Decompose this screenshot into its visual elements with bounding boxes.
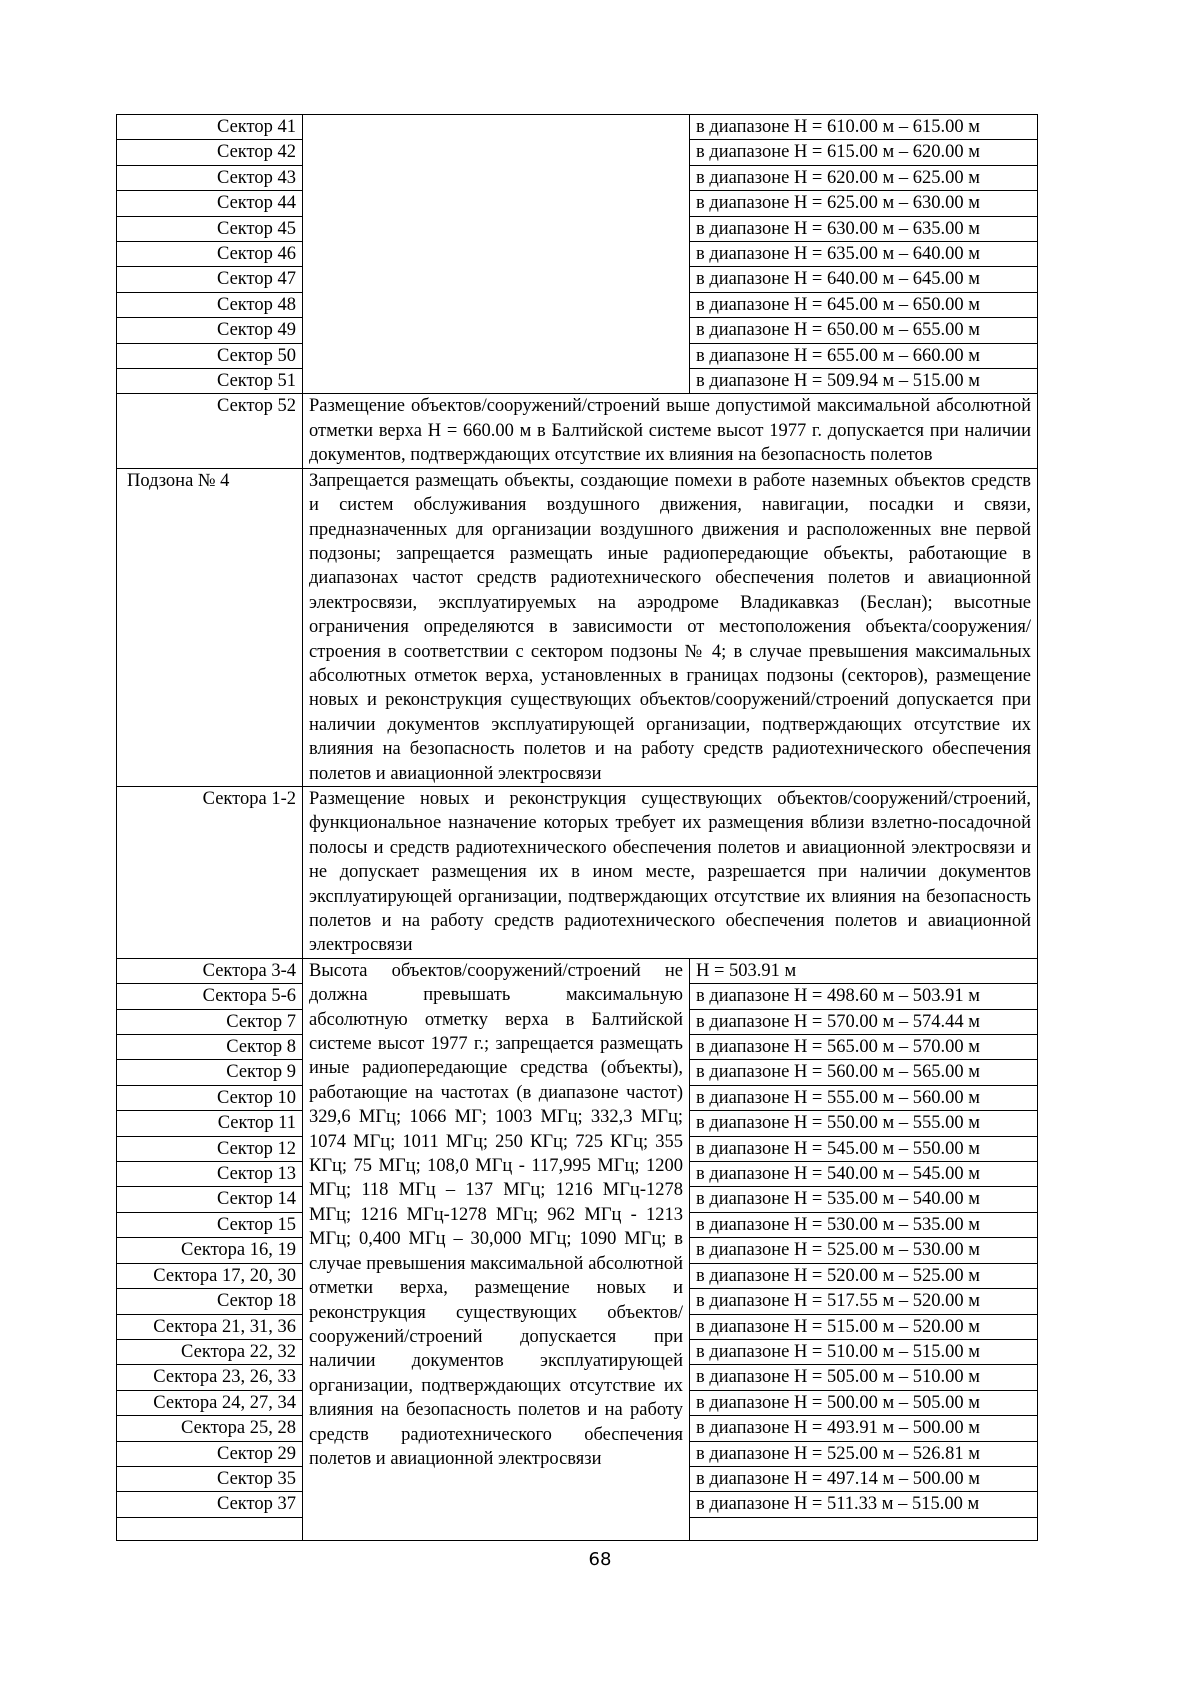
sector-label: Сектор 49 xyxy=(117,318,303,343)
height-range: в диапазоне Н = 555.00 м – 560.00 м xyxy=(690,1085,1038,1110)
empty-cell xyxy=(303,115,690,394)
table-row-sectors-1-2 xyxy=(117,786,1038,958)
height-range: в диапазоне Н = 520.00 м – 525.00 м xyxy=(690,1263,1038,1288)
sector-label: Сектора 21, 31, 36 xyxy=(117,1314,303,1339)
sector-label: Сектор 46 xyxy=(117,242,303,267)
table-row xyxy=(117,115,1038,140)
sector-label: Сектор 51 xyxy=(117,369,303,394)
sector-label: Сектора 23, 26, 33 xyxy=(117,1365,303,1390)
sector-label: Сектор 43 xyxy=(117,165,303,190)
sector-label: Сектор 7 xyxy=(117,1009,303,1034)
height-range: в диапазоне Н = 525.00 м – 526.81 м xyxy=(690,1441,1038,1466)
sector-label: Сектора 5-6 xyxy=(117,984,303,1009)
sector-label: Сектор 47 xyxy=(117,267,303,292)
height-range: в диапазоне Н = 517.55 м – 520.00 м xyxy=(690,1289,1038,1314)
empty-cell xyxy=(690,1517,1038,1540)
height-range: в диапазоне Н = 525.00 м – 530.00 м xyxy=(690,1238,1038,1263)
sector-label: Сектора 25, 28 xyxy=(117,1416,303,1441)
sector-label: Сектор 11 xyxy=(117,1111,303,1136)
height-range: в диапазоне Н = 650.00 м – 655.00 м xyxy=(690,318,1038,343)
height-range: в диапазоне Н = 635.00 м – 640.00 м xyxy=(690,242,1038,267)
sector-label: Сектор 29 xyxy=(117,1441,303,1466)
sector-label: Сектора 16, 19 xyxy=(117,1238,303,1263)
sector-label: Сектора 3-4 xyxy=(117,958,303,983)
restrictions-table xyxy=(116,114,1038,1541)
height-range: в диапазоне Н = 510.00 м – 515.00 м xyxy=(690,1339,1038,1364)
height-range: в диапазоне Н = 497.14 м – 500.00 м xyxy=(690,1466,1038,1491)
height-range: в диапазоне Н = 509.94 м – 515.00 м xyxy=(690,369,1038,394)
sector-label: Сектора 22, 32 xyxy=(117,1339,303,1364)
sector-label: Сектора 17, 20, 30 xyxy=(117,1263,303,1288)
height-range: Н = 503.91 м xyxy=(690,958,1038,983)
sector-52-text: Размещение объектов/сооружений/строений выше допустимой максимальной абсолютной отметки верха Н = 660.00 м в Балтийской системе высот 1977 г. допускается при наличии документов, подтверждающих отсутствие их влияния на безопасность полетов xyxy=(303,394,1038,468)
height-range: в диапазоне Н = 535.00 м – 540.00 м xyxy=(690,1187,1038,1212)
height-range: в диапазоне Н = 540.00 м – 545.00 м xyxy=(690,1162,1038,1187)
height-range: в диапазоне Н = 610.00 м – 615.00 м xyxy=(690,115,1038,140)
sector-label: Сектора 1-2 xyxy=(117,786,303,958)
height-range: в диапазоне Н = 630.00 м – 635.00 м xyxy=(690,216,1038,241)
height-range: в диапазоне Н = 615.00 м – 620.00 м xyxy=(690,140,1038,165)
height-range: в диапазоне Н = 645.00 м – 650.00 м xyxy=(690,292,1038,317)
height-range: в диапазоне Н = 493.91 м – 500.00 м xyxy=(690,1416,1038,1441)
table-row-subzone-4 xyxy=(117,468,1038,786)
height-range: в диапазоне Н = 625.00 м – 630.00 м xyxy=(690,191,1038,216)
height-range: в диапазоне Н = 570.00 м – 574.44 м xyxy=(690,1009,1038,1034)
height-range: в диапазоне Н = 640.00 м – 645.00 м xyxy=(690,267,1038,292)
sector-label: Сектор 52 xyxy=(117,394,303,468)
height-range: в диапазоне Н = 505.00 м – 510.00 м xyxy=(690,1365,1038,1390)
sector-label: Сектор 18 xyxy=(117,1289,303,1314)
sector-label: Сектор 42 xyxy=(117,140,303,165)
sector-label: Сектор 8 xyxy=(117,1035,303,1060)
height-range: в диапазоне Н = 511.33 м – 515.00 м xyxy=(690,1492,1038,1517)
lower-restriction-text: Высота объектов/сооружений/строений не должна превышать максимальную абсолютную отметку верха в Балтийской системе высот 1977 г.; запрещается размещать иные радиопередающие средства (объекты), работающие на частотах (в диапазоне частот) 329,6 МГц; 1066 МГ; 1003 МГц; 332,3 МГц; 1074 МГц; 1011 МГц; 250 КГц; 725 КГц; 355 КГц; 75 МГц; 108,0 МГц - 117,995 МГц; 1200 МГц; 118 МГц – 137 МГц; 1216 МГц-1278 МГц; 1216 МГц-1278 МГц; 962 МГц - 1213 МГц; 0,400 МГц – 30,000 МГц; 1090 МГц; в случае превышения максимальной абсолютной отметки верха, размещение новых и реконструкция существующих объектов/сооружений/строений допускается при наличии документов эксплуатирующей организации, подтверждающих отсутствие их влияния на безопасность полетов и на работу средств радиотехнического обеспечения полетов и авиационной электросвязи xyxy=(303,958,690,1540)
sector-label: Сектор 35 xyxy=(117,1466,303,1491)
table-row-sector-52 xyxy=(117,394,1038,468)
subzone-4-text: Запрещается размещать объекты, создающие помехи в работе наземных объектов средств и систем обслуживания воздушного движения, навигации, посадки и связи, предназначенных для организации воздушного движения и расположенных вне первой подзоны; запрещается размещать иные радиопередающие объекты, работающие в диапазонах частот средств радиотехнического обеспечения полетов и авиационной электросвязи, эксплуатируемых на аэродроме Владикавказ (Беслан); высотные ограничения определяются в зависимости от местоположения объекта/сооружения/строения в соответствии с сектором подзоны № 4; в случае превышения максимальных абсолютных отметок верха, установленных в границах подзоны (секторов), размещение новых и реконструкция существующих объектов/сооружений/строений допускается при наличии документов эксплуатирующей организации, подтверждающих отсутствие их влияния на безопасность полетов и на работу средств радиотехнического обеспечения полетов и авиационной электросвязи xyxy=(303,468,1038,786)
height-range: в диапазоне Н = 565.00 м – 570.00 м xyxy=(690,1035,1038,1060)
sector-label: Сектор 45 xyxy=(117,216,303,241)
table-row xyxy=(117,958,1038,983)
sectors-1-2-text: Размещение новых и реконструкция существующих объектов/сооружений/строений, функциональное назначение которых требует их размещения вблизи взлетно-посадочной полосы и средств радиотехнического обеспечения полетов и авиационной электросвязи и не допускает размещения их в ином месте, разрешается при наличии документов эксплуатирующей организации, подтверждающих отсутствие их влияния на безопасность полетов и на работу средств радиотехнического обеспечения полетов и авиационной электросвязи xyxy=(303,786,1038,958)
height-range: в диапазоне Н = 550.00 м – 555.00 м xyxy=(690,1111,1038,1136)
sector-label: Сектора 24, 27, 34 xyxy=(117,1390,303,1415)
sector-label: Сектор 37 xyxy=(117,1492,303,1517)
page-number: 68 xyxy=(588,1549,612,1570)
sector-label: Сектор 12 xyxy=(117,1136,303,1161)
height-range: в диапазоне Н = 498.60 м – 503.91 м xyxy=(690,984,1038,1009)
height-range: в диапазоне Н = 530.00 м – 535.00 м xyxy=(690,1212,1038,1237)
sector-label: Сектор 9 xyxy=(117,1060,303,1085)
height-range: в диапазоне Н = 500.00 м – 505.00 м xyxy=(690,1390,1038,1415)
sector-label: Сектор 13 xyxy=(117,1162,303,1187)
sector-label: Сектор 10 xyxy=(117,1085,303,1110)
height-range: в диапазоне Н = 545.00 м – 550.00 м xyxy=(690,1136,1038,1161)
subzone-label: Подзона № 4 xyxy=(117,468,303,786)
sector-label: Сектор 41 xyxy=(117,115,303,140)
sector-label: Сектор 44 xyxy=(117,191,303,216)
sector-label: Сектор 50 xyxy=(117,343,303,368)
sector-label: Сектор 15 xyxy=(117,1212,303,1237)
sector-label: Сектор 14 xyxy=(117,1187,303,1212)
height-range: в диапазоне Н = 515.00 м – 520.00 м xyxy=(690,1314,1038,1339)
height-range: в диапазоне Н = 655.00 м – 660.00 м xyxy=(690,343,1038,368)
height-range: в диапазоне Н = 560.00 м – 565.00 м xyxy=(690,1060,1038,1085)
empty-cell xyxy=(117,1517,303,1540)
sector-label: Сектор 48 xyxy=(117,292,303,317)
height-range: в диапазоне Н = 620.00 м – 625.00 м xyxy=(690,165,1038,190)
